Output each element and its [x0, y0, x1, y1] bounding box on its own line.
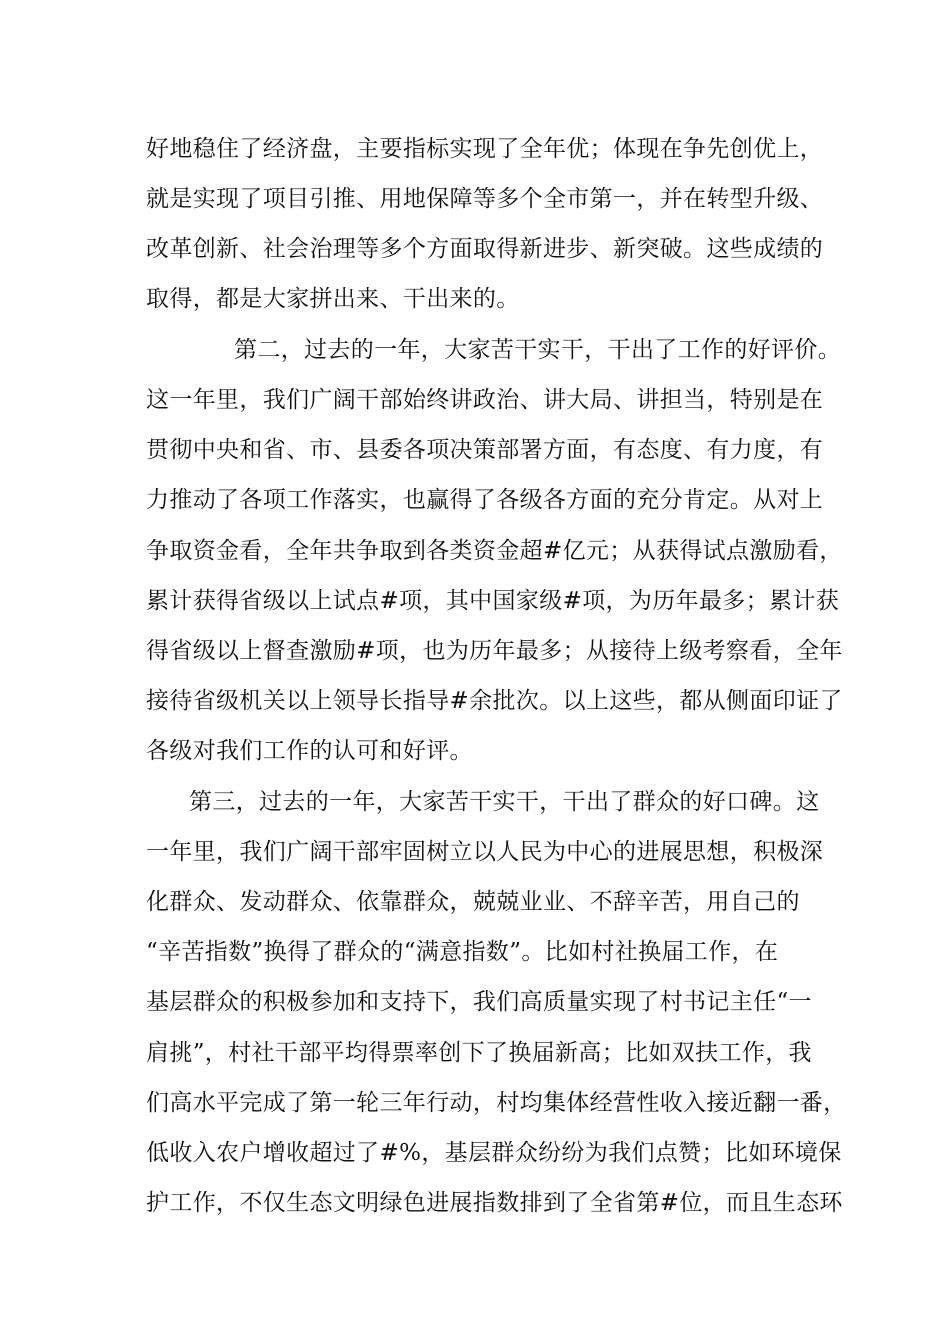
text-line: 这一年里，我们广阔干部始终讲政治、讲大局、讲担当，特别是在: [146, 387, 824, 413]
text-line: 化群众、发动群众、依靠群众，兢兢业业、不辞辛苦，用自己的: [146, 889, 800, 915]
text-line: 累计获得省级以上试点#项，其中国家级#项，为历年最多；累计获: [146, 588, 840, 614]
text-line: 力推动了各项工作落实，也赢得了各级各方面的充分肯定。从对上: [146, 487, 824, 513]
paragraph-start-line: 第三，过去的一年，大家苦干实干，干出了群众的好口碑。这: [189, 789, 820, 815]
text-line: 就是实现了项目引推、用地保障等多个全市第一，并在转型升级、: [146, 186, 824, 212]
text-line: 改革创新、社会治理等多个方面取得新进步、新突破。这些成绩的: [146, 236, 824, 262]
text-line: 好地稳住了经济盘，主要指标实现了全年优；体现在争先创优上，: [146, 136, 824, 162]
text-line: 们高水平完成了第一轮三年行动，村均集体经营性收入接近翻一番，: [146, 1090, 847, 1116]
text-line: 肩挑”，村社干部平均得票率创下了换届新高；比如双扶工作，我: [146, 1040, 812, 1066]
text-line: 争取资金看，全年共争取到各类资金超#亿元；从获得试点激励看，: [146, 538, 843, 564]
text-line: 接待省级机关以上领导长指导#余批次。以上这些，都从侧面印证了: [146, 688, 843, 714]
text-line: 各级对我们工作的认可和好评。: [146, 738, 473, 764]
text-line: 得省级以上督查激励#项，也为历年最多；从接待上级考察看，全年: [146, 638, 843, 664]
text-line: “辛苦指数”换得了群众的“满意指数”。比如村社换届工作，在: [146, 939, 779, 965]
paragraph-start-line: 第二，过去的一年，大家苦干实干，干出了工作的好评价。: [234, 337, 842, 363]
text-line: 低收入农户增收超过了#%，基层群众纷纷为我们点赞；比如环境保: [146, 1140, 842, 1166]
text-line: 基层群众的积极参加和支持下，我们高质量实现了村书记主任“一: [146, 989, 812, 1015]
text-line: 取得，都是大家拼出来、干出来的。: [146, 286, 520, 312]
text-line: 贯彻中央和省、市、县委各项决策部署方面，有态度、有力度，有: [146, 437, 824, 463]
text-line: 护工作，不仅生态文明绿色进展指数排到了全省第#位，而且生态环: [146, 1190, 843, 1216]
text-line: 一年里，我们广阔干部牢固树立以人民为中心的进展思想，积极深: [146, 839, 824, 865]
